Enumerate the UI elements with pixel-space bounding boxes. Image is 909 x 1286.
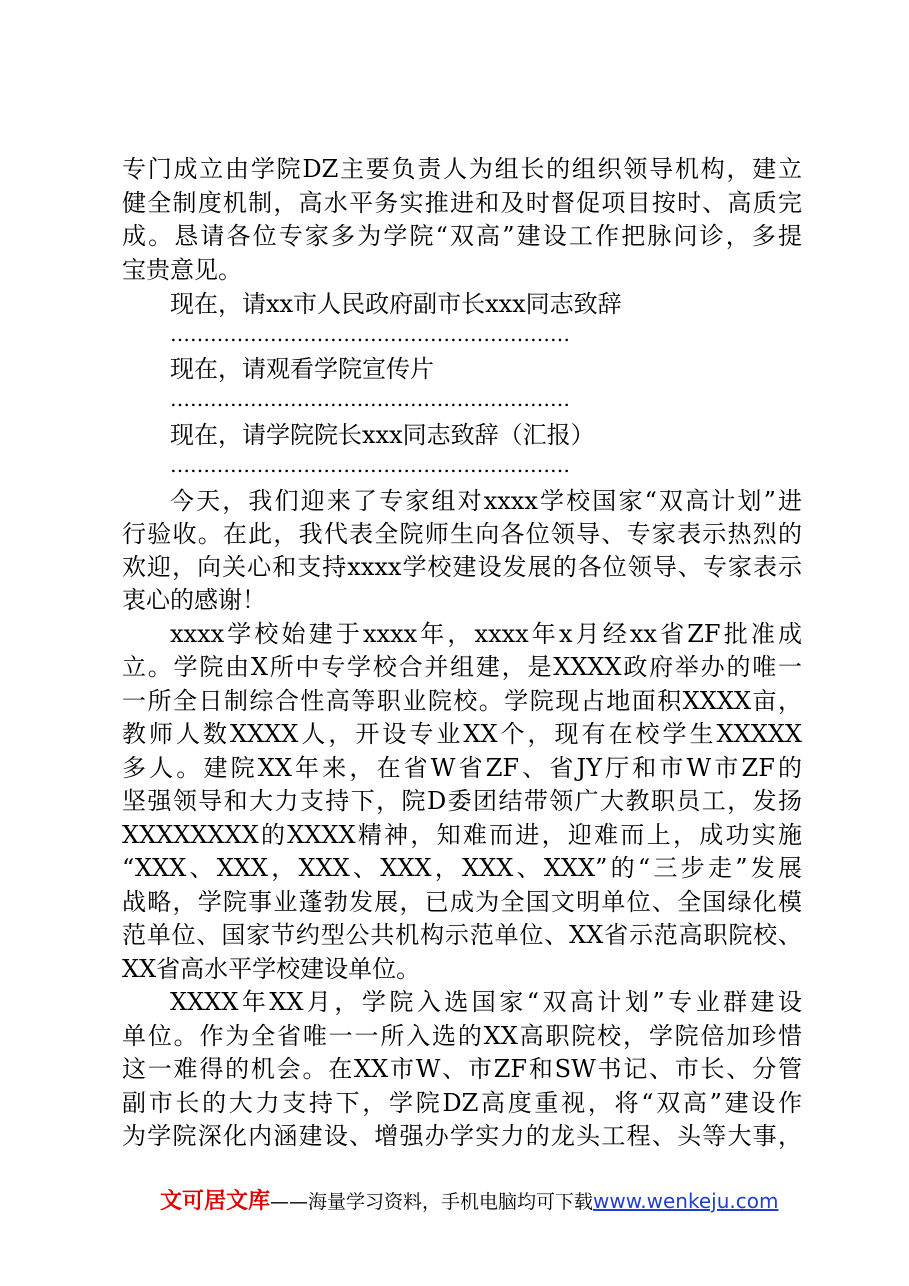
paragraph-line: 为学院深化内涵建设、增强办学实力的龙头工程、头等大事， [122,1122,802,1150]
paragraph-line: 单位。作为全省唯一一所入选的XX高职院校，学院倍加珍惜 [122,1022,802,1050]
paragraph-line: “XXX、XXX，XXX、XXX，XXX、XXX”的“三步走”发展 [122,854,802,882]
paragraph-line: 行验收。在此，我代表全院师生向各位领导、专家表示热烈的 [122,520,802,548]
dotted-leader: …………………………………………………… [170,389,570,409]
paragraph-line: 范单位、国家节约型公共机构示范单位、XX省示范高职院校、 [122,921,802,949]
program-cue: 现在，请观看学院宣传片 [170,355,434,383]
program-cue: 现在，请xx市人民政府副市长xxx同志致辞 [170,290,622,318]
paragraph-line: XXXXXXXX的XXXX精神，知难而进，迎难而上，成功实施 [122,821,802,849]
footer-url-link[interactable]: www.wenkeju.com [593,1189,779,1213]
paragraph-line: 今天，我们迎来了专家组对xxxx学校国家“双高计划”进 [170,487,802,515]
paragraph-line: 战略，学院事业蓬勃发展，已成为全国文明单位、全国绿化模 [122,888,802,916]
paragraph-line: xxxx学校始建于xxxx年，xxxx年x月经xx省ZF批准成 [170,620,802,648]
paragraph-line: 教师人数XXXX人，开设专业XX个，现有在校学生XXXXX [122,720,802,748]
paragraph-line: 立。学院由X所中专学校合并组建，是XXXX政府举办的唯一 [122,653,802,681]
footer-brand: 文可居文库 [160,1189,271,1214]
dotted-leader: …………………………………………………… [170,455,570,475]
paragraph-line: 成。恳请各位专家多为学院“双高”建设工作把脉问诊，多提 [122,222,802,250]
paragraph-line: 宝贵意见。 [122,256,242,284]
paragraph-line: 这一难得的机会。在XX市W、市ZF和SW书记、市长、分管 [122,1055,802,1083]
paragraph-line: 健全制度机制，高水平务实推进和及时督促项目按时、高质完 [122,189,802,217]
paragraph-line: 衷心的感谢！ [122,586,266,614]
paragraph-line: XXXX年XX月，学院入选国家“双高计划”专业群建设 [170,988,802,1016]
paragraph-line: 欢迎，向关心和支持xxxx学校建设发展的各位领导、专家表示 [122,553,802,581]
program-cue: 现在，请学院院长xxx同志致辞（汇报） [170,421,595,449]
dotted-leader: …………………………………………………… [170,324,570,344]
paragraph-line: 多人。建院XX年来，在省W省ZF、省JY厅和市W市ZF的 [122,754,802,782]
footer-tagline: ——海量学习资料，手机电脑均可下载 [270,1191,594,1213]
paragraph-line: 坚强领导和大力支持下，院D委团结带领广大教职员工，发扬 [122,787,802,815]
paragraph-line: 一所全日制综合性高等职业院校。学院现占地面积XXXX亩， [122,687,802,715]
paragraph-line: 副市长的大力支持下，学院DZ高度重视，将“双高”建设作 [122,1089,802,1117]
paragraph-line: XX省高水平学校建设单位。 [122,955,421,983]
footer-banner [160,1186,800,1216]
paragraph-line: 专门成立由学院DZ主要负责人为组长的组织领导机构，建立 [122,155,802,183]
